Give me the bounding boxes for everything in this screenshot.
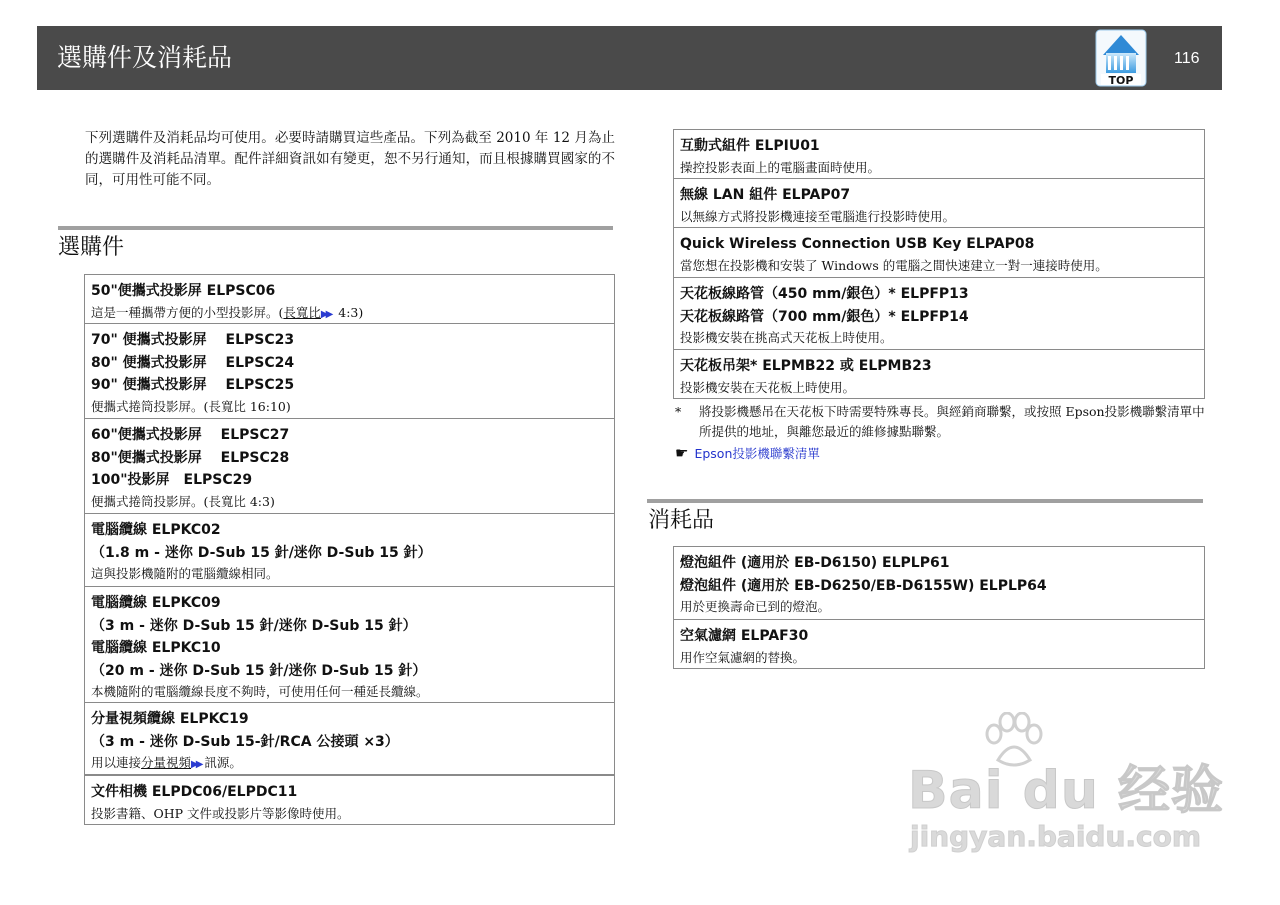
option-name: 文件相機 ELPDC06/ELPDC11 bbox=[91, 784, 298, 800]
page-number: 116 bbox=[1174, 50, 1200, 67]
consumable-desc: 用於更換壽命已到的燈泡。 bbox=[680, 599, 831, 614]
paw-icon bbox=[980, 712, 1046, 772]
section-divider bbox=[58, 226, 613, 230]
consumable-name: 空氣濾網 ELPAF30 bbox=[680, 628, 809, 644]
option-row bbox=[85, 324, 614, 419]
option-name: 無線 LAN 組件 ELPAP07 bbox=[680, 187, 851, 203]
option-desc: 當您想在投影機和安裝了 Windows 的電腦之間快速建立一對一連接時使用。 bbox=[680, 257, 1108, 273]
option-name: 天花板線路管（450 mm/銀色）* ELPFP13 bbox=[680, 286, 969, 302]
footnote-mark: * bbox=[675, 404, 682, 419]
contact-list-link[interactable] bbox=[675, 443, 820, 464]
baidu-watermark bbox=[908, 712, 1224, 862]
aspect-ratio-link[interactable]: 長寬比 bbox=[283, 304, 321, 320]
consumable-row bbox=[674, 547, 1204, 620]
option-name: 100"投影屏 ELPSC29 bbox=[91, 472, 253, 488]
option-desc: 以無線方式將投影機連接至電腦進行投影時使用。 bbox=[680, 208, 956, 224]
option-name: 互動式組件 ELPIU01 bbox=[680, 138, 820, 154]
options-table-continued bbox=[673, 129, 1205, 399]
consumable-desc: 用作空氣濾網的替換。 bbox=[680, 649, 806, 665]
option-row bbox=[674, 228, 1204, 278]
glossary-arrow-icon: ▶▶ bbox=[191, 759, 201, 770]
option-row bbox=[674, 130, 1204, 179]
option-desc: 投影機安裝在天花板上時使用。 bbox=[680, 379, 856, 395]
option-desc: 本機隨附的電腦纜線長度不夠時，可使用任何一種延長纜線。 bbox=[91, 684, 429, 699]
option-name: （3 m - 迷你 D-Sub 15-針/RCA 公接頭 ×3） bbox=[91, 733, 399, 750]
option-row bbox=[85, 419, 614, 514]
component-video-link[interactable]: 分量視頻 bbox=[141, 755, 192, 770]
option-desc: 便攜式捲筒投影屏。(長寬比 4:3) bbox=[91, 493, 275, 509]
option-desc: 這與投影機隨附的電腦纜線相同。 bbox=[91, 566, 279, 581]
intro-paragraph: 下列選購件及消耗品均可使用。必要時請購買這些產品。下列為截至 2010 年 12 月為止的選購件及消耗品清單。配件詳細資訊如有變更，恕不另行通知，而且根據購買國家的不同，可用性可能不同。 bbox=[85, 130, 615, 188]
contact-list-label: Epson投影機聯繫清單 bbox=[694, 446, 820, 461]
option-name: （3 m - 迷你 D-Sub 15 針/迷你 D-Sub 15 針） bbox=[91, 617, 417, 634]
option-desc: 操控投影表面上的電腦畫面時使用。 bbox=[680, 159, 881, 175]
option-row bbox=[85, 275, 614, 324]
option-desc: 投影機安裝在挑高式天花板上時使用。 bbox=[680, 330, 893, 345]
page-title: 選購件及消耗品 bbox=[57, 43, 233, 72]
option-name: 50"便攜式投影屏 ELPSC06 bbox=[91, 283, 276, 299]
consumable-name: 燈泡組件 (適用於 EB-D6250/EB-D6155W) ELPLP64 bbox=[680, 577, 1047, 594]
option-name: 80" 便攜式投影屏 ELPSC24 bbox=[91, 354, 295, 371]
consumable-row bbox=[674, 620, 1204, 669]
options-heading: 選購件 bbox=[58, 235, 125, 260]
option-row bbox=[674, 278, 1204, 350]
footnote-text: 將投影機懸吊在天花板下時需要特殊專長。與經銷商聯繫，或按照 Epson投影機聯繫清單中所提供的地址，與離您最近的維修據點聯繫。 bbox=[699, 404, 1205, 439]
option-name: 60"便攜式投影屏 ELPSC27 bbox=[91, 427, 290, 443]
option-name: （1.8 m - 迷你 D-Sub 15 針/迷你 D-Sub 15 針） bbox=[91, 544, 432, 561]
consumables-heading: 消耗品 bbox=[648, 508, 715, 533]
top-home-icon[interactable] bbox=[1095, 29, 1147, 87]
option-name: 分量視頻纜線 ELPKC19 bbox=[91, 711, 249, 727]
option-name: 電腦纜線 ELPKC09 bbox=[91, 595, 221, 611]
option-name: 80"便攜式投影屏 ELPSC28 bbox=[91, 449, 290, 466]
option-name: Quick Wireless Connection USB Key ELPAP08 bbox=[680, 236, 1035, 252]
option-name: 電腦纜線 ELPKC10 bbox=[91, 640, 221, 656]
page-header bbox=[37, 26, 1222, 90]
section-divider bbox=[647, 499, 1203, 503]
options-table bbox=[84, 274, 615, 825]
footnote bbox=[675, 402, 1205, 442]
consumable-name: 燈泡組件 (適用於 EB-D6150) ELPLP61 bbox=[680, 555, 950, 571]
option-desc: 便攜式捲筒投影屏。(長寬比 16:10) bbox=[91, 398, 291, 414]
watermark-url: jingyan.baidu.com bbox=[910, 820, 1202, 853]
option-name: 天花板線路管（700 mm/銀色）* ELPFP14 bbox=[680, 308, 969, 325]
option-row bbox=[674, 179, 1204, 228]
option-row bbox=[674, 350, 1204, 399]
option-desc: 這是一種攜帶方便的小型投影屏。(長寬比▶▶ 4:3) bbox=[91, 304, 364, 320]
option-row bbox=[85, 775, 614, 825]
top-logo-text: TOP bbox=[1108, 74, 1134, 87]
option-desc: 投影書籍、OHP 文件或投影片等影像時使用。 bbox=[91, 805, 350, 821]
watermark-brand: Bai du 经验 bbox=[908, 761, 1224, 821]
option-name: （20 m - 迷你 D-Sub 15 針/迷你 D-Sub 15 針） bbox=[91, 662, 427, 679]
option-name: 90" 便攜式投影屏 ELPSC25 bbox=[91, 377, 295, 393]
option-name: 天花板吊架* ELPMB22 或 ELPMB23 bbox=[680, 358, 932, 374]
option-row bbox=[85, 587, 614, 703]
option-name: 電腦纜線 ELPKC02 bbox=[91, 522, 221, 538]
option-desc: 用以連接分量視頻▶▶ 訊源。 bbox=[91, 755, 242, 770]
option-row bbox=[85, 514, 614, 587]
pointing-hand-icon: ☛ bbox=[675, 444, 689, 462]
option-row bbox=[85, 703, 614, 775]
glossary-arrow-icon: ▶▶ bbox=[320, 308, 331, 320]
consumables-table bbox=[673, 546, 1205, 669]
option-name: 70" 便攜式投影屏 ELPSC23 bbox=[91, 332, 295, 348]
